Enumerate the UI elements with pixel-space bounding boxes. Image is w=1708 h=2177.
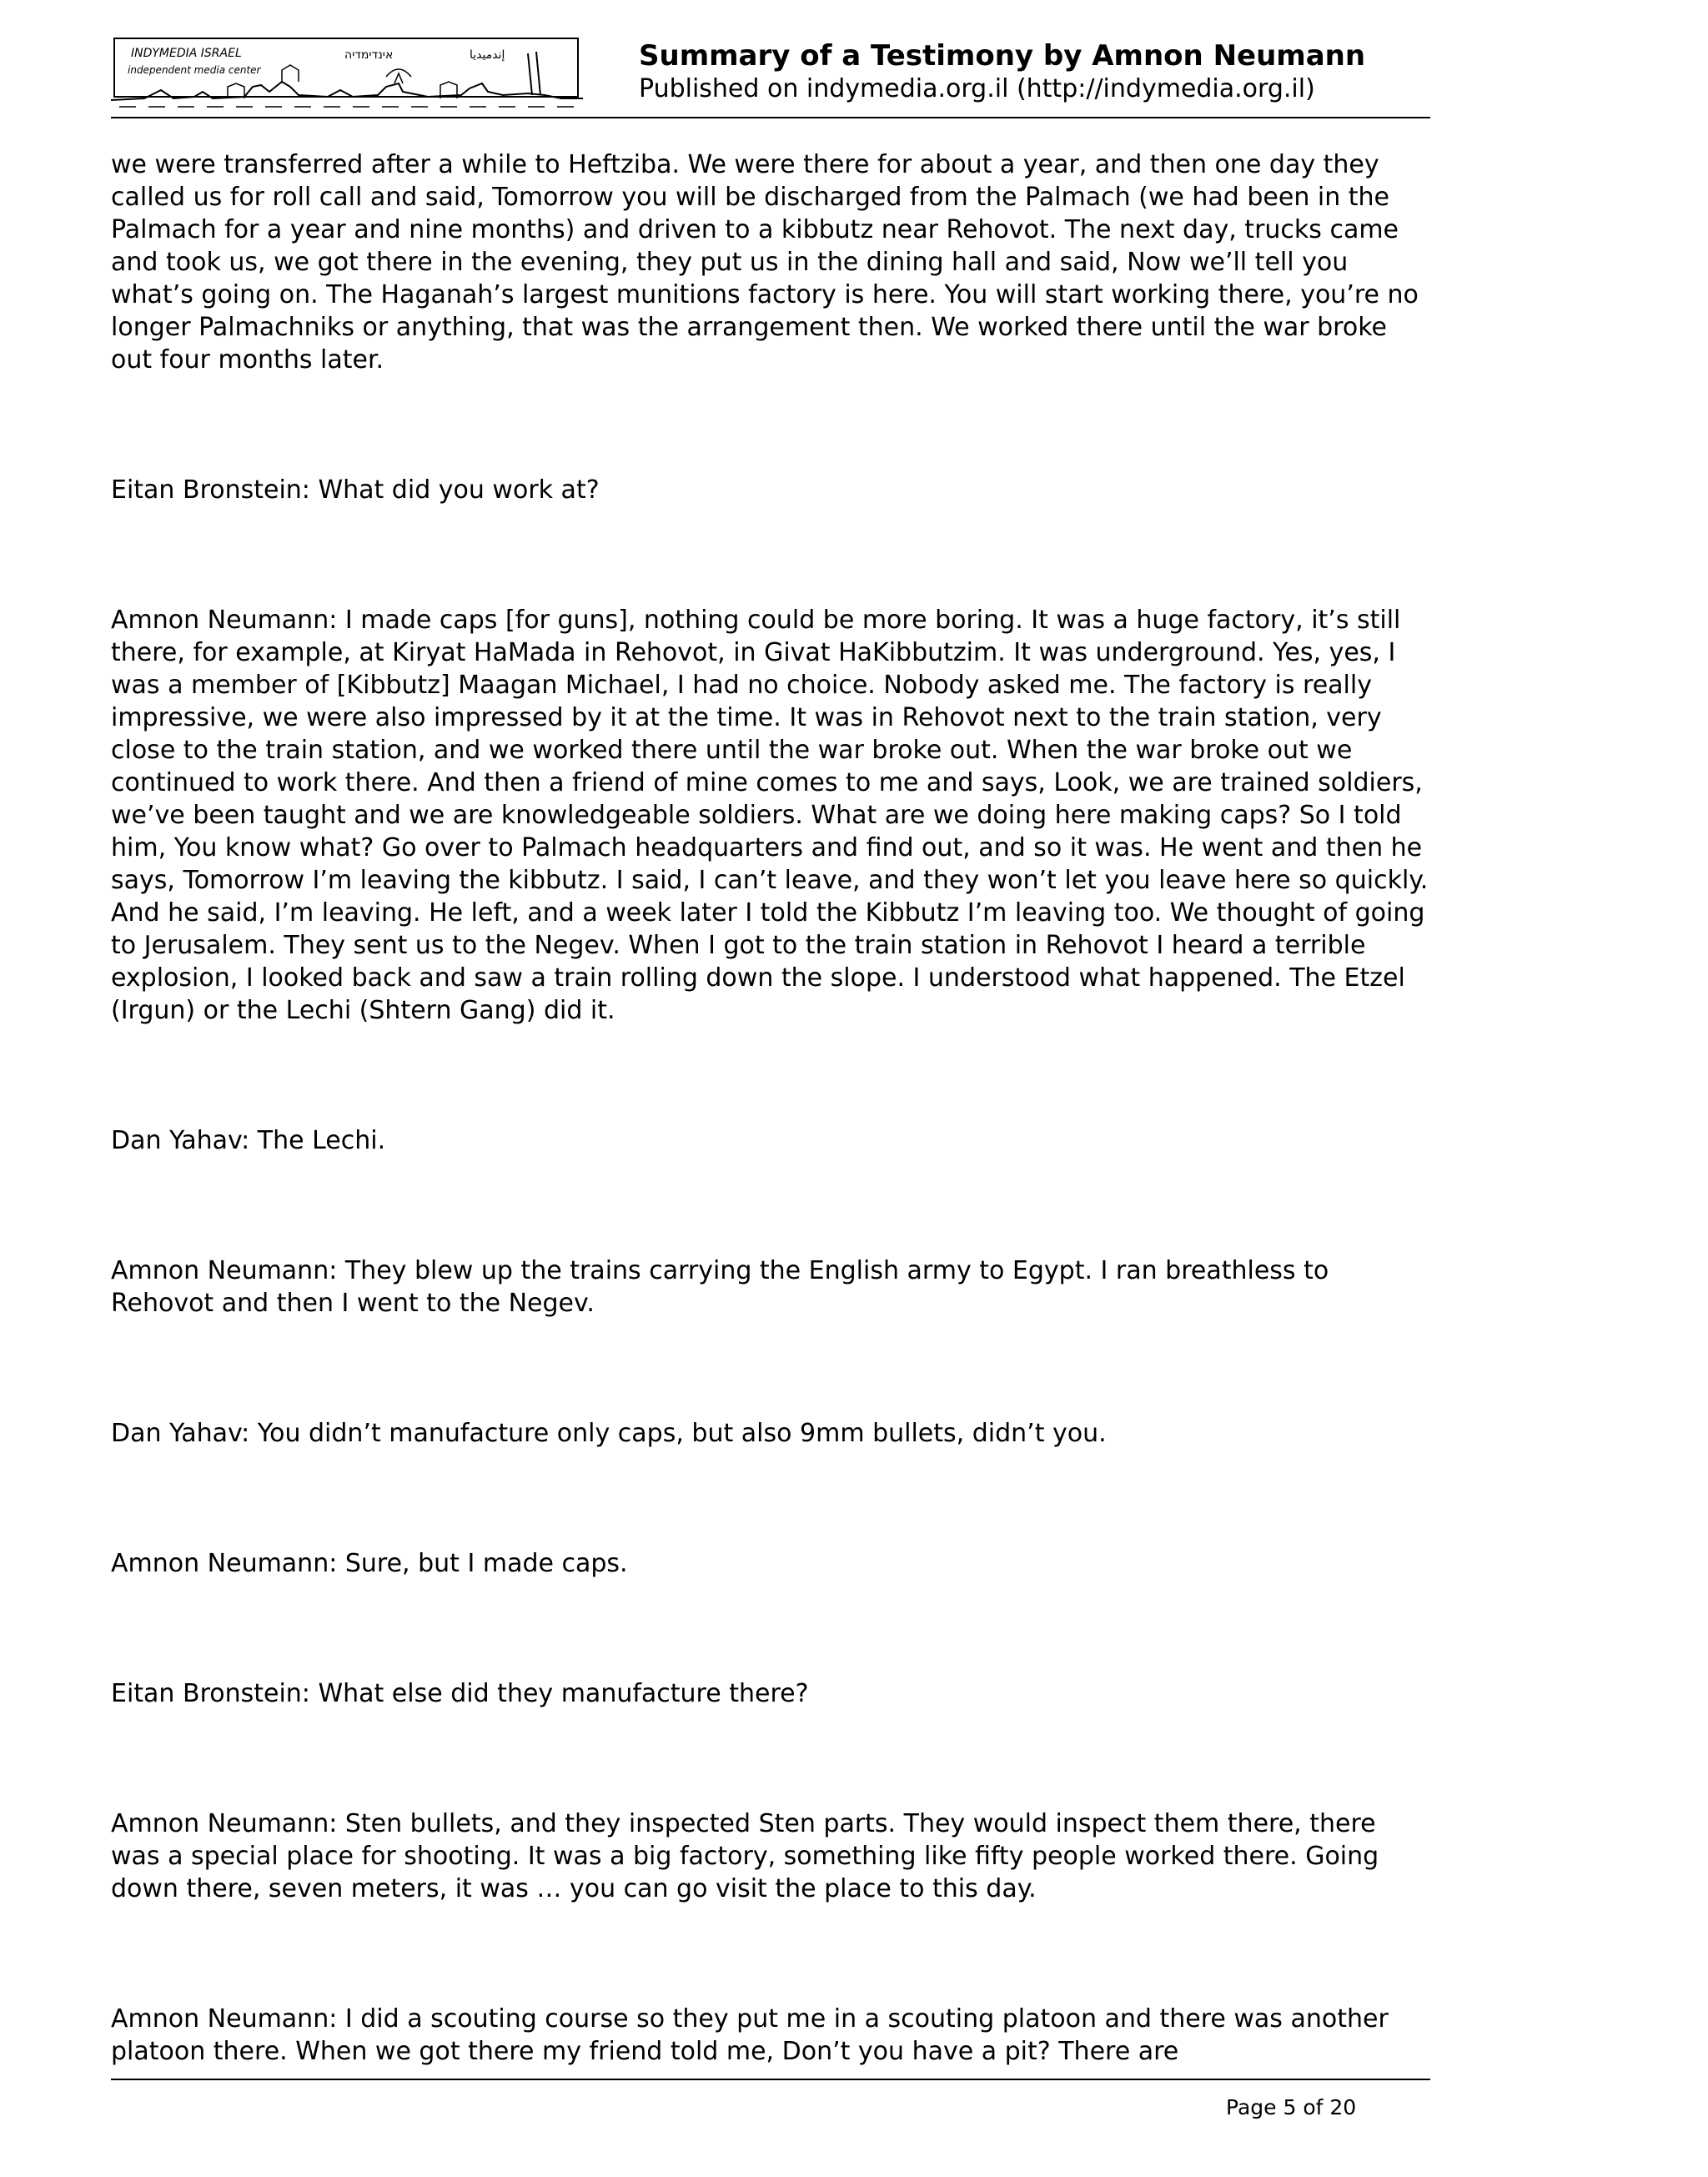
paragraph: Dan Yahav: You didn’t manufacture only caps, but also 9mm bullets, didn’t you.: [111, 1419, 1107, 1448]
document-title: Summary of a Testimony by Amnon Neumann: [639, 39, 1366, 73]
document-body: [111, 148, 1430, 2068]
paragraph: Amnon Neumann: Sten bullets, and they inspected Sten parts. They would inspect them there, there was a special place for shooting. It was a big factory, something like fifty people worked there. Going down there, seven meters, it was … you can go visit the place to this day.: [111, 1809, 1379, 1903]
document-source: Published on indymedia.org.il (http://indymedia.org.il): [639, 74, 1315, 103]
paragraph: Amnon Neumann: I did a scouting course so they put me in a scouting platoon and there was another platoon there. When we got there my friend told me, Don’t you have a pit? There are: [111, 2004, 1389, 2066]
page-number: Page 5 of 20: [1226, 2095, 1357, 2119]
paragraph: we were transferred after a while to Heftziba. We were there for about a year, and then one day they called us for roll call and said, Tomorrow you will be discharged from the Palmach (we had been in the Palmach for a year and nine months) and driven to a kibbutz near Rehovot. The next day, trucks came and took us, we got there in the evening, they put us in the dining hall and said, Now we’ll tell you what’s going on. The Haganah’s largest munitions factory is here. You will start working there, you’re no longer Palmachniks or anything, that was the arrangement then. We worked there until the war broke out four months later.: [111, 150, 1419, 375]
paragraph: Eitan Bronstein: What did you work at?: [111, 475, 600, 505]
svg-text:אינדימדיה: אינדימדיה: [344, 48, 394, 62]
paragraph: Amnon Neumann: I made caps [for guns], nothing could be more boring. It was a huge factory, it’s still there, for example, at Kiryat HaMada in Rehovot, in Givat HaKibbutzim. It was underground. Yes, yes, I was a member of [Kibbutz] Maagan Michael, I had no choice. Nobody asked me. The factory is really impressive, we were also impressed by it at the time. It was in Rehovot next to the train station, very close to the train station, and we worked there until the war broke out. When the war broke out we continued to work there. And then a friend of mine comes to me and says, Look, we are trained soldiers, we’ve been taught and we are knowledgeable soldiers. What are we doing here making caps? So I told him, You know what? Go over to Palmach headquarters and find out, and so it was. He went and then he says, Tomorrow I’m leaving the kibbutz. I said, I can’t leave, and they won’t let you leave here so quickly. And he said, I’m leaving. He left, and a week later I told the Kibbutz I’m leaving too. We thought of going to Jerusalem. They sent us to the Negev. When I got to the train station in Rehovot I heard a terrible explosion, I looked back and saw a train rolling down the slope. I understood what happened. The Etzel (Irgun) or the Lechi (Shtern Gang) did it.: [111, 606, 1429, 1025]
paragraph: Dan Yahav: The Lechi.: [111, 1126, 386, 1155]
paragraph: Eitan Bronstein: What else did they manufacture there?: [111, 1679, 809, 1708]
footer-divider: [111, 2079, 1430, 2080]
paragraph: Amnon Neumann: Sure, but I made caps.: [111, 1549, 628, 1578]
svg-text:INDYMEDIA ISRAEL: INDYMEDIA ISRAEL: [131, 47, 242, 60]
svg-text:independent media center: independent media center: [128, 64, 261, 76]
svg-text:إندميديا: إندميديا: [470, 48, 505, 62]
header-divider: [111, 117, 1430, 118]
page-header: [111, 37, 1430, 118]
paragraph: Amnon Neumann: They blew up the trains carrying the English army to Egypt. I ran breathless to Rehovot and then I went to the Negev.: [111, 1256, 1329, 1318]
indymedia-logo: [111, 37, 586, 112]
